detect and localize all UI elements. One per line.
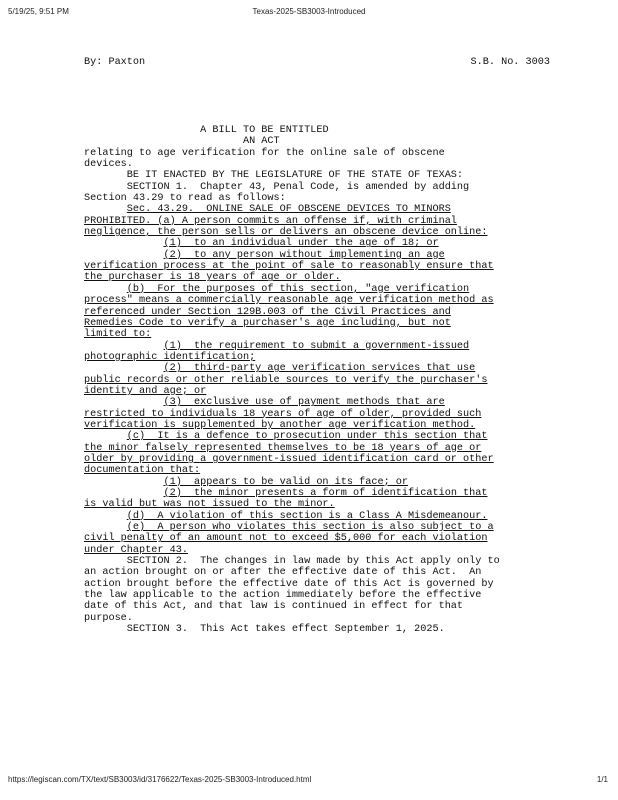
bill-line: under Chapter 43. xyxy=(84,544,188,556)
bill-line: civil penalty of an amount not to exceed $5,000 for each violation xyxy=(84,533,488,545)
bill-line: date of this Act, and that law is continued in effect for that xyxy=(84,601,464,613)
bill-line: (e) A person who violates this section is also subject to a xyxy=(126,522,494,534)
bill-line: BE IT ENACTED BY THE LEGISLATURE OF THE STATE OF TEXAS: xyxy=(126,170,464,182)
bill-line: process" means a commercially reasonable age verification method as xyxy=(84,295,494,307)
bill-line: PROHIBITED. (a) A person commits an offense if, with criminal xyxy=(84,215,457,227)
bill-line: purpose. xyxy=(84,612,133,624)
bill-line: (2) to any person without implementing an age xyxy=(163,249,445,261)
bill-line: (2) the minor presents a form of identification that xyxy=(163,488,488,499)
bill-line: Remedies Code to verify a purchaser's age including, but not xyxy=(84,317,451,329)
bill-line: relating to age verification for the online sale of obscene xyxy=(84,147,445,159)
bill-line: Sec. 43.29. ONLINE SALE OF OBSCENE DEVICES TO MINORS xyxy=(126,204,451,216)
bill-line: action brought before the effective date of this Act is governed by xyxy=(84,578,494,590)
bill-line: (b) For the purposes of this section, "age verification xyxy=(126,283,470,295)
bill-line: (3) exclusive use of payment methods that are xyxy=(163,397,445,409)
bill-line: SECTION 1. Chapter 43, Penal Code, is amended by adding xyxy=(126,181,470,193)
bill-line: Section 43.29 to read as follows: xyxy=(84,193,286,205)
bill-line: A BILL TO BE ENTITLED xyxy=(200,125,329,136)
bill-line: (2) third-party age verification services that use xyxy=(163,363,476,375)
bill-line: identity and age; or xyxy=(84,385,207,397)
print-url[interactable]: https://legiscan.com/TX/text/SB3003/id/3176622/Texas-2025-SB3003-Introduced.html xyxy=(8,775,312,784)
bill-line: older by providing a government-issued identification card or other xyxy=(84,453,494,465)
bill-line: (1) to an individual under the age of 18; or xyxy=(163,238,439,250)
bill-line: (1) the requirement to submit a government-issued xyxy=(163,340,470,352)
bill-line: documentation that: xyxy=(84,465,201,477)
bill-line: the law applicable to the action immediately before the effective xyxy=(84,590,482,602)
bill-number: S.B. No. 3003 xyxy=(470,57,550,68)
bill-line: (d) A violation of this section is a Class A Misdemeanour. xyxy=(126,510,488,522)
bill-byline xyxy=(84,57,550,68)
bill-line: public records or other reliable sources to verify the purchaser's xyxy=(84,374,488,386)
bill-line: AN ACT xyxy=(242,136,280,148)
bill-line: verification process at the point of sale to reasonably ensure that xyxy=(84,261,494,273)
print-page-number: 1/1 xyxy=(596,775,608,784)
bill-line: (c) It is a defence to prosecution under this section that xyxy=(126,431,488,443)
bill-line: is valid but was not issued to the minor. xyxy=(84,499,335,511)
bill-line: SECTION 2. The changes in law made by this Act apply only to xyxy=(126,556,500,568)
bill-line: the minor falsely represented themselves to be 18 years of age or xyxy=(84,442,482,454)
bill-line: an action brought on or after the effective date of this Act. An xyxy=(84,567,482,579)
bill-line: SECTION 3. This Act takes effect September 1, 2025. xyxy=(126,624,445,636)
bill-line: restricted to individuals 18 years of age of older, provided such xyxy=(84,408,482,420)
bill-line: verification is supplemented by another age verification method. xyxy=(84,419,476,431)
bill-line: devices. xyxy=(84,159,133,171)
bill-line: the purchaser is 18 years of age or older. xyxy=(84,272,341,284)
bill-line: limited to: xyxy=(84,329,152,341)
print-page-title: Texas-2025-SB3003-Introduced xyxy=(252,7,366,16)
bill-text xyxy=(84,125,500,635)
print-datetime: 5/19/25, 9:51 PM xyxy=(8,7,69,16)
bill-line: negligence, the person sells or delivers an obscene device online: xyxy=(84,227,488,239)
bill-author: By: Paxton xyxy=(84,57,146,68)
bill-line: photographic identification; xyxy=(84,351,256,363)
bill-line: (1) appears to be valid on its face; or xyxy=(163,476,409,488)
bill-line: referenced under Section 129B.003 of the Civil Practices and xyxy=(84,306,451,318)
